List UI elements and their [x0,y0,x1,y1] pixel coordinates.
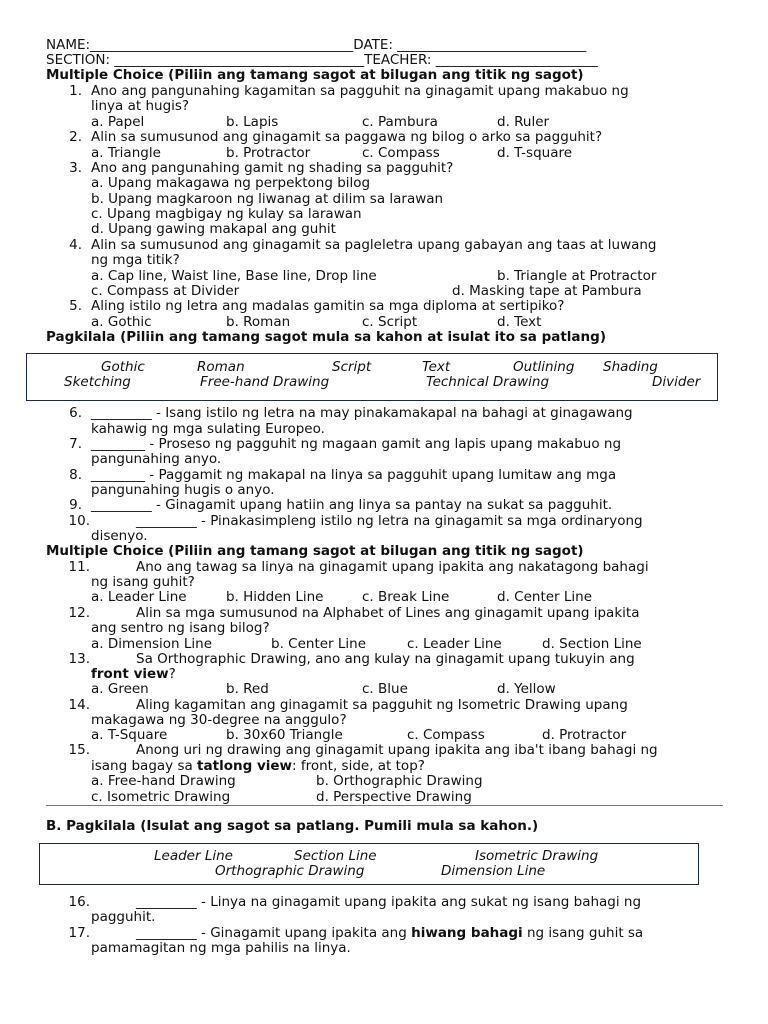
name-date-line[interactable]: NAME:_______________________________________DATE: ____________________________ [46,37,587,53]
q14-number: 14. [68,697,90,713]
q10-text-2: disenyo. [91,528,148,544]
word-box-item: Script [332,359,372,375]
q12-option-b[interactable]: b. Center Line [271,636,367,652]
word-box-item: Divider [652,374,701,390]
q3-option-c[interactable]: c. Upang magbigay ng kulay sa larawan [91,206,362,222]
word-box-item: Shading [603,359,658,375]
q12-text-2: ang sentro ng isang bilog? [91,620,270,636]
q1-option-d[interactable]: d. Ruler [497,114,550,130]
q13-text-1: Sa Orthographic Drawing, ano ang kulay na ginagamit upang tukuyin ang [136,651,635,667]
q13-bold-term: front view [91,666,169,682]
word-box-item: Sketching [64,374,131,390]
q2-number: 2. [69,129,82,145]
q6-text-2: kahawig ng mga sulating Europeo. [91,421,325,437]
q17-text-2: pamamagitan ng mga pahilis na linya. [91,940,351,956]
q17-number: 17. [68,925,90,941]
word-box-item: Leader Line [154,848,233,864]
q13-number: 13. [68,651,90,667]
q4-option-d[interactable]: d. Masking tape at Pambura [452,283,642,299]
q3-option-d[interactable]: d. Upang gawing makapal ang guhit [91,221,336,237]
q15-bold-term: tatlong view [197,758,292,774]
word-box-item: Gothic [101,359,145,375]
q15-number: 15. [68,742,90,758]
q14-text-1: Aling kagamitan ang ginagamit sa pagguhit ng Isometric Drawing upang [136,697,628,713]
q6-number: 6. [69,405,82,421]
q11-text-2: ng isang guhit? [91,574,195,590]
q14-option-a[interactable]: a. T-Square [91,727,168,743]
q2-option-b[interactable]: b. Protractor [226,145,311,161]
word-box-item: Free-hand Drawing [200,374,330,390]
q4-text-1: Alin sa sumusunod ang ginagamit sa pagleletra upang gabayan ang taas at luwang [91,237,657,253]
q15-option-c[interactable]: c. Isometric Drawing [91,789,231,805]
q2-option-c[interactable]: c. Compass [362,145,440,161]
q8-number: 8. [69,467,82,483]
q1-number: 1. [69,83,82,99]
q13-option-b[interactable]: b. Red [226,681,269,697]
word-box-item: Outlining [513,359,575,375]
q4-number: 4. [69,237,82,253]
q1-text-1: Ano ang pangunahing kagamitan sa pagguhit na ginagamit upang makabuo ng [91,83,629,99]
q14-text-2: makagawa ng 30-degree na anggulo? [91,712,347,728]
q11-text-1: Ano ang tawag sa linya na ginagamit upang ipakita ang nakatagong bahagi [136,559,649,575]
q4-option-a[interactable]: a. Cap line, Waist line, Base line, Drop line [91,268,377,284]
q13-option-d[interactable]: d. Yellow [497,681,556,697]
word-box-item: Text [422,359,451,375]
q7-text-2: pangunahing anyo. [91,451,222,467]
q2-option-d[interactable]: d. T-square [497,145,573,161]
q5-option-a[interactable]: a. Gothic [91,314,152,330]
q12-number: 12. [68,605,90,621]
q5-number: 5. [69,298,82,314]
q5-option-b[interactable]: b. Roman [226,314,291,330]
q14-option-d[interactable]: d. Protractor [542,727,627,743]
q7-number: 7. [69,436,82,452]
q11-number: 11. [68,559,90,575]
q1-option-a[interactable]: a. Papel [91,114,145,130]
q1-option-c[interactable]: c. Pambura [362,114,438,130]
word-box-item: Orthographic Drawing [215,863,365,879]
q15-option-d[interactable]: d. Perspective Drawing [316,789,472,805]
part4-heading: B. Pagkilala (Isulat ang sagot sa patlang. Pumili mula sa kahon.) [46,818,539,834]
word-box-item: Isometric Drawing [475,848,599,864]
q13-option-c[interactable]: c. Blue [362,681,408,697]
word-box-item: Section Line [294,848,377,864]
q1-text-2: linya at hugis? [91,98,190,114]
q13-text-2-rest: ? [168,666,176,682]
q5-text-1: Aling istilo ng letra ang madalas gamitin sa mga diploma at sertipiko? [91,298,565,314]
q14-option-c[interactable]: c. Compass [407,727,485,743]
q5-option-c[interactable]: c. Script [362,314,418,330]
word-box-2 [39,843,699,885]
q5-option-d[interactable]: d. Text [497,314,542,330]
q6-text-1[interactable]: _________ - Isang istilo ng letra na may pinakamakapal na bahagi at ginagawang [91,405,633,421]
section-divider [46,805,723,806]
part3-heading: Multiple Choice (Piliin ang tamang sagot at bilugan ang titik ng sagot) [46,543,584,559]
q8-text-1[interactable]: ________ - Paggamit ng makapal na linya sa pagguhit upang lumitaw ang mga [91,467,617,483]
q17-text-1-pre: _________ - Ginagamit upang ipakita ang [136,925,412,941]
q10-text-1[interactable]: _________ - Pinakasimpleng istilo ng letra na ginagamit sa mga ordinaryong [136,513,643,529]
word-box-item: Dimension Line [441,863,546,879]
q12-option-c[interactable]: c. Leader Line [407,636,502,652]
q16-text-1[interactable]: _________ - Linya na ginagamit upang ipakita ang sukat ng isang bahagi ng [136,894,642,910]
q16-number: 16. [68,894,90,910]
section-teacher-line[interactable]: SECTION: _____________________________________TEACHER: ________________________ [46,52,598,68]
q16-text-2: pagguhit. [91,909,156,925]
part2-heading: Pagkilala (Piliin ang tamang sagot mula sa kahon at isulat ito sa patlang) [46,329,606,345]
q14-option-b[interactable]: b. 30x60 Triangle [226,727,343,743]
q2-text-1: Alin sa sumusunod ang ginagamit sa paggawa ng bilog o arko sa pagguhit? [91,129,603,145]
q17-bold-term: hiwang bahagi [411,925,523,941]
q11-option-b[interactable]: b. Hidden Line [226,589,324,605]
q4-text-2: ng mga titik? [91,252,180,268]
q11-option-d[interactable]: d. Center Line [497,589,593,605]
q10-number: 10. [68,513,90,529]
q15-option-b[interactable]: b. Orthographic Drawing [316,773,483,789]
q15-text-2-rest: : front, side, at top? [292,758,425,774]
q13-option-a[interactable]: a. Green [91,681,149,697]
q3-option-b[interactable]: b. Upang magkaroon ng liwanag at dilim sa larawan [91,191,444,207]
q9-text-1[interactable]: _________ - Ginagamit upang hatiin ang linya sa pantay na sukat sa pagguhit. [91,497,613,513]
q3-option-a[interactable]: a. Upang makagawa ng perpektong bilog [91,175,371,191]
q2-option-a[interactable]: a. Triangle [91,145,161,161]
q17-text-1-rest: ng isang guhit sa [522,925,644,941]
q15-text-1: Anong uri ng drawing ang ginagamit upang ipakita ang iba't ibang bahagi ng [136,742,658,758]
q8-text-2: pangunahing hugis o anyo. [91,482,275,498]
q3-number: 3. [69,160,82,176]
part1-heading: Multiple Choice (Piliin ang tamang sagot at bilugan ang titik ng sagot) [46,67,584,83]
q12-option-d[interactable]: d. Section Line [542,636,642,652]
word-box-item: Technical Drawing [426,374,550,390]
q9-number: 9. [69,497,82,513]
q12-option-a[interactable]: a. Dimension Line [91,636,213,652]
q1-option-b[interactable]: b. Lapis [226,114,279,130]
q4-option-b[interactable]: b. Triangle at Protractor [497,268,657,284]
q11-option-c[interactable]: c. Break Line [362,589,450,605]
q3-text-1: Ano ang pangunahing gamit ng shading sa pagguhit? [91,160,454,176]
word-box-1 [26,353,718,401]
q12-text-1: Alin sa mga sumusunod na Alphabet of Lines ang ginagamit upang ipakita [136,605,640,621]
q15-text-2-pre: isang bagay sa [91,758,198,774]
q15-option-a[interactable]: a. Free-hand Drawing [91,773,236,789]
q7-text-1[interactable]: ________ - Proseso ng pagguhit ng magaan gamit ang lapis upang makabuo ng [91,436,622,452]
word-box-item: Roman [197,359,245,375]
q4-option-c[interactable]: c. Compass at Divider [91,283,240,299]
q11-option-a[interactable]: a. Leader Line [91,589,187,605]
